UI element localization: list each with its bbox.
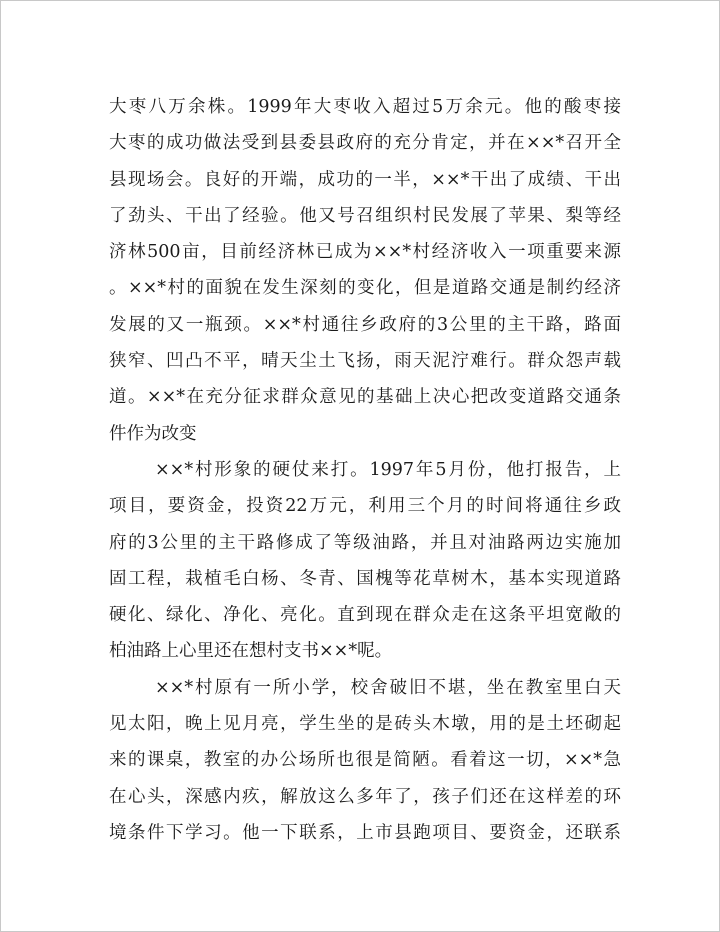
text-line: 柏油路上心里还在想村支书××*呢。 [109, 641, 393, 662]
text-line: 固工程，栽植毛白杨、冬青、国槐等花草树木，基本实现道路 [109, 568, 621, 589]
text-line: 发展的又一瓶颈。××*村通往乡政府的3公里的主干路，路面 [109, 314, 621, 335]
paragraph [109, 89, 621, 452]
document-body [109, 89, 621, 851]
paragraph [109, 670, 621, 851]
text-line: 。××*村的面貌在发生深刻的变化，但是道路交通是制约经济 [109, 278, 621, 299]
text-line: 济林500亩，目前经济林已成为××*村经济收入一项重要来源 [109, 242, 621, 263]
text-line: 狭窄、凹凸不平，晴天尘土飞扬，雨天泥泞难行。群众怨声载 [109, 351, 621, 372]
text-line: 府的3公里的主干路修成了等级油路，并且对油路两边实施加 [109, 532, 621, 553]
text-line: 件作为改变 [109, 423, 197, 444]
text-line: 大枣八万余株。1999年大枣收入超过5万余元。他的酸枣接 [109, 97, 621, 117]
text-line: 了劲头、干出了经验。他又号召组织村民发展了苹果、梨等经 [109, 205, 621, 226]
text-line: 大枣的成功做法受到县委县政府的充分肯定，并在××*召开全 [109, 133, 621, 154]
text-line: 境条件下学习。他一下联系，上市县跑项目、要资金，还联系 [109, 822, 621, 843]
text-line: ××*村形象的硬仗来打。1997年5月份，他打报告，上 [155, 459, 621, 480]
text-line: ××*村原有一所小学，校舍破旧不堪，坐在教室里白天 [155, 677, 621, 698]
text-line: 在心头，深感内疚，解放这么多年了，孩子们还在这样差的环 [109, 786, 621, 807]
text-line: 硬化、绿化、净化、亮化。直到现在群众走在这条平坦宽敞的 [109, 605, 621, 626]
text-line: 来的课桌，教室的办公场所也很是简陋。看着这一切，××*急 [109, 750, 621, 771]
text-line: 道。××*在充分征求群众意见的基础上决心把改变道路交通条 [109, 387, 621, 408]
text-line: 见太阳，晚上见月亮，学生坐的是砖头木墩，用的是土坯砌起 [109, 714, 621, 735]
paragraph [109, 452, 621, 670]
text-line: 县现场会。良好的开端，成功的一半，××*干出了成绩、干出 [109, 169, 621, 190]
text-line: 项目，要资金，投资22万元，利用三个月的时间将通往乡政 [109, 496, 621, 517]
